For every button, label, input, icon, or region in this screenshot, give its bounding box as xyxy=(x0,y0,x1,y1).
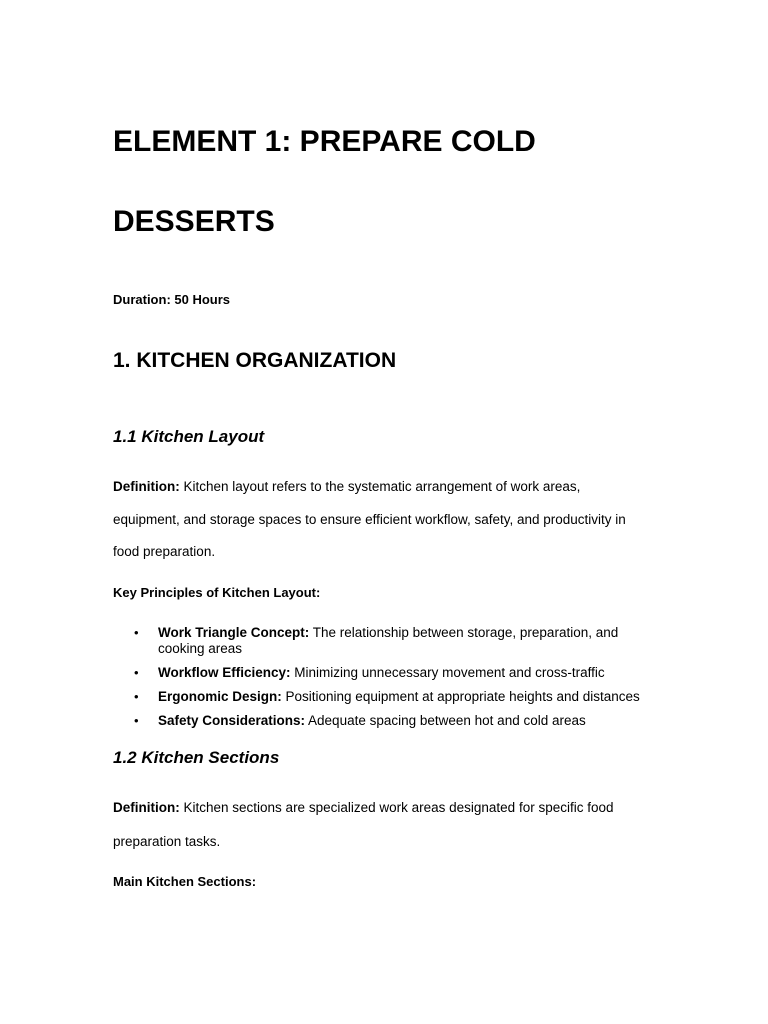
duration-text: Duration: 50 Hours xyxy=(113,292,231,307)
list-item-text: Adequate spacing between hot and cold areas xyxy=(305,713,586,728)
element-title-line-2: DESSERTS xyxy=(113,205,275,238)
list-item-text: The relationship between storage, preparation, and cooking areas xyxy=(158,625,619,656)
section-heading-kitchen-organization: 1. KITCHEN ORGANIZATION xyxy=(113,349,397,372)
main-sections-heading: Main Kitchen Sections: xyxy=(113,874,257,889)
bullet-icon: • xyxy=(134,625,139,640)
definition-label: Definition: xyxy=(113,479,180,494)
sections-definition-line-2: preparation tasks. xyxy=(113,834,221,849)
list-item xyxy=(158,625,658,657)
list-item-label: Safety Considerations: xyxy=(158,713,306,728)
definition-text: Kitchen sections are specialized work areas designated for specific food xyxy=(179,800,614,815)
list-item xyxy=(158,665,658,681)
bullet-icon: • xyxy=(134,713,139,728)
list-item-text: Minimizing unnecessary movement and cross-traffic xyxy=(290,665,605,680)
element-title-line-1: ELEMENT 1: PREPARE COLD xyxy=(113,125,536,158)
layout-definition-line-2: equipment, and storage spaces to ensure efficient workflow, safety, and productivity in xyxy=(113,512,626,527)
bullet-icon: • xyxy=(134,689,139,704)
list-item xyxy=(158,713,658,729)
list-item-label: Ergonomic Design: xyxy=(158,689,282,704)
bullet-icon: • xyxy=(134,665,139,680)
subsection-heading-kitchen-sections: 1.2 Kitchen Sections xyxy=(113,748,280,767)
list-item-text: Positioning equipment at appropriate heights and distances xyxy=(281,689,640,704)
definition-text: Kitchen layout refers to the systematic arrangement of work areas, xyxy=(179,479,581,494)
sections-definition-line-1 xyxy=(113,799,613,816)
list-item-label: Work Triangle Concept: xyxy=(158,625,310,640)
list-item xyxy=(158,689,658,705)
layout-definition-line-3: food preparation. xyxy=(113,544,216,559)
key-principles-heading: Key Principles of Kitchen Layout: xyxy=(113,585,321,600)
list-item-label: Workflow Efficiency: xyxy=(158,665,291,680)
definition-label: Definition: xyxy=(113,800,180,815)
layout-definition-line-1 xyxy=(113,478,580,495)
subsection-heading-kitchen-layout: 1.1 Kitchen Layout xyxy=(113,427,265,446)
